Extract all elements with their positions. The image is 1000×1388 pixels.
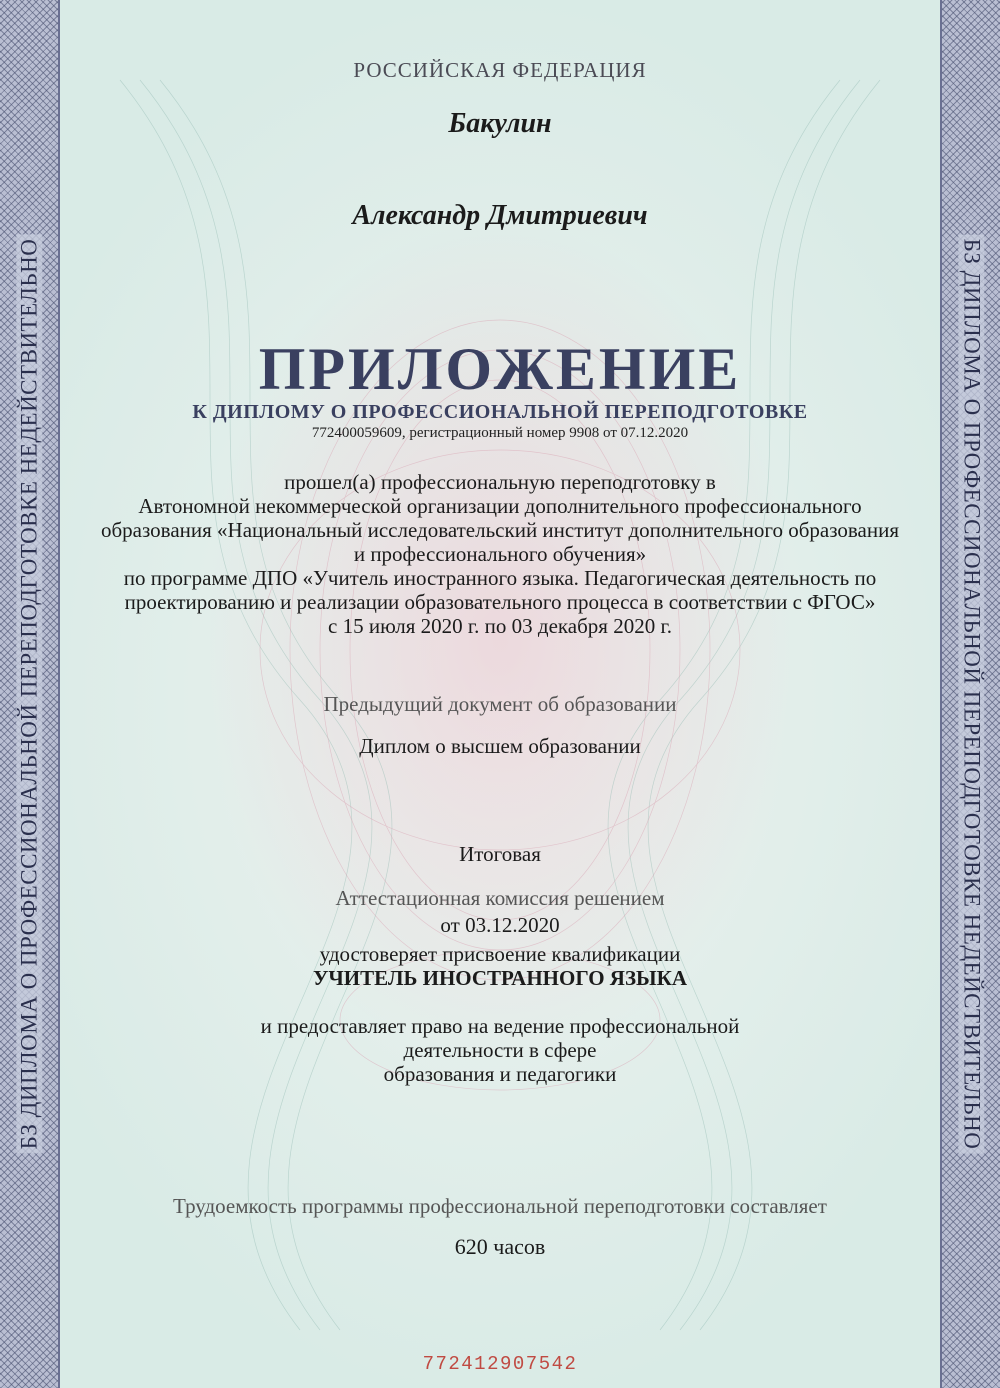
rights-line: образования и педагогики <box>383 1062 617 1086</box>
right-border-text: БЗ ДИПЛОМА О ПРОФЕССИОНАЛЬНОЙ ПЕРЕПОДГОТОВКЕ НЕДЕЙСТВИТЕЛЬНО <box>958 235 984 1154</box>
registration-line: 772400059609, регистрационный номер 9908 от 07.12.2020 <box>311 425 689 441</box>
attestation-certifies: удостоверяет присвоение квалификации <box>319 942 681 966</box>
description-line: по программе ДПО «Учитель иностранного языка. Педагогическая деятельность по <box>123 566 877 590</box>
description-line: прошел(а) профессиональную переподготовку в <box>284 470 716 494</box>
holder-given-name: Александр Дмитриевич <box>352 200 648 231</box>
training-description <box>60 470 940 638</box>
description-line: Автономной некоммерческой организации дополнительного профессионального <box>138 494 862 518</box>
holder-surname: Бакулин <box>448 108 552 139</box>
attestation-date: от 03.12.2020 <box>440 913 560 937</box>
description-line: и профессионального обучения» <box>353 542 647 566</box>
description-line: проектированию и реализации образовательного процесса в соответствии с ФГОС» <box>124 590 876 614</box>
left-border-text: БЗ ДИПЛОМА О ПРОФЕССИОНАЛЬНОЙ ПЕРЕПОДГОТОВКЕ НЕДЕЙСТВИТЕЛЬНО <box>16 235 42 1154</box>
qualification-title: УЧИТЕЛЬ ИНОСТРАННОГО ЯЗЫКА <box>312 966 688 990</box>
document-title: ПРИЛОЖЕНИЕ <box>258 336 742 402</box>
rights-line: деятельности в сфере <box>403 1038 597 1062</box>
workload-label: Трудоемкость программы профессиональной переподготовки составляет <box>173 1194 827 1218</box>
rights-statement <box>60 1014 940 1086</box>
right-border-caption <box>942 0 1000 1388</box>
previous-document-label: Предыдущий документ об образовании <box>323 692 677 716</box>
description-line: образования «Национальный исследовательский институт дополнительного образования <box>101 518 899 542</box>
document-content <box>60 0 940 1388</box>
serial-number: 772412907542 <box>422 1353 578 1375</box>
workload-value: 620 часов <box>454 1234 546 1259</box>
attestation-commission: Аттестационная комиссия решением <box>335 886 665 910</box>
left-border-caption <box>0 0 58 1388</box>
attestation-final-word: Итоговая <box>459 842 541 866</box>
previous-document-value: Диплом о высшем образовании <box>359 734 641 758</box>
country-name: РОССИЙСКАЯ ФЕДЕРАЦИЯ <box>353 58 647 82</box>
rights-line: и предоставляет право на ведение профессиональной <box>260 1014 740 1038</box>
document-subtitle: К ДИПЛОМУ О ПРОФЕССИОНАЛЬНОЙ ПЕРЕПОДГОТОВКЕ <box>192 401 808 423</box>
description-line: с 15 июля 2020 г. по 03 декабря 2020 г. <box>328 614 672 638</box>
